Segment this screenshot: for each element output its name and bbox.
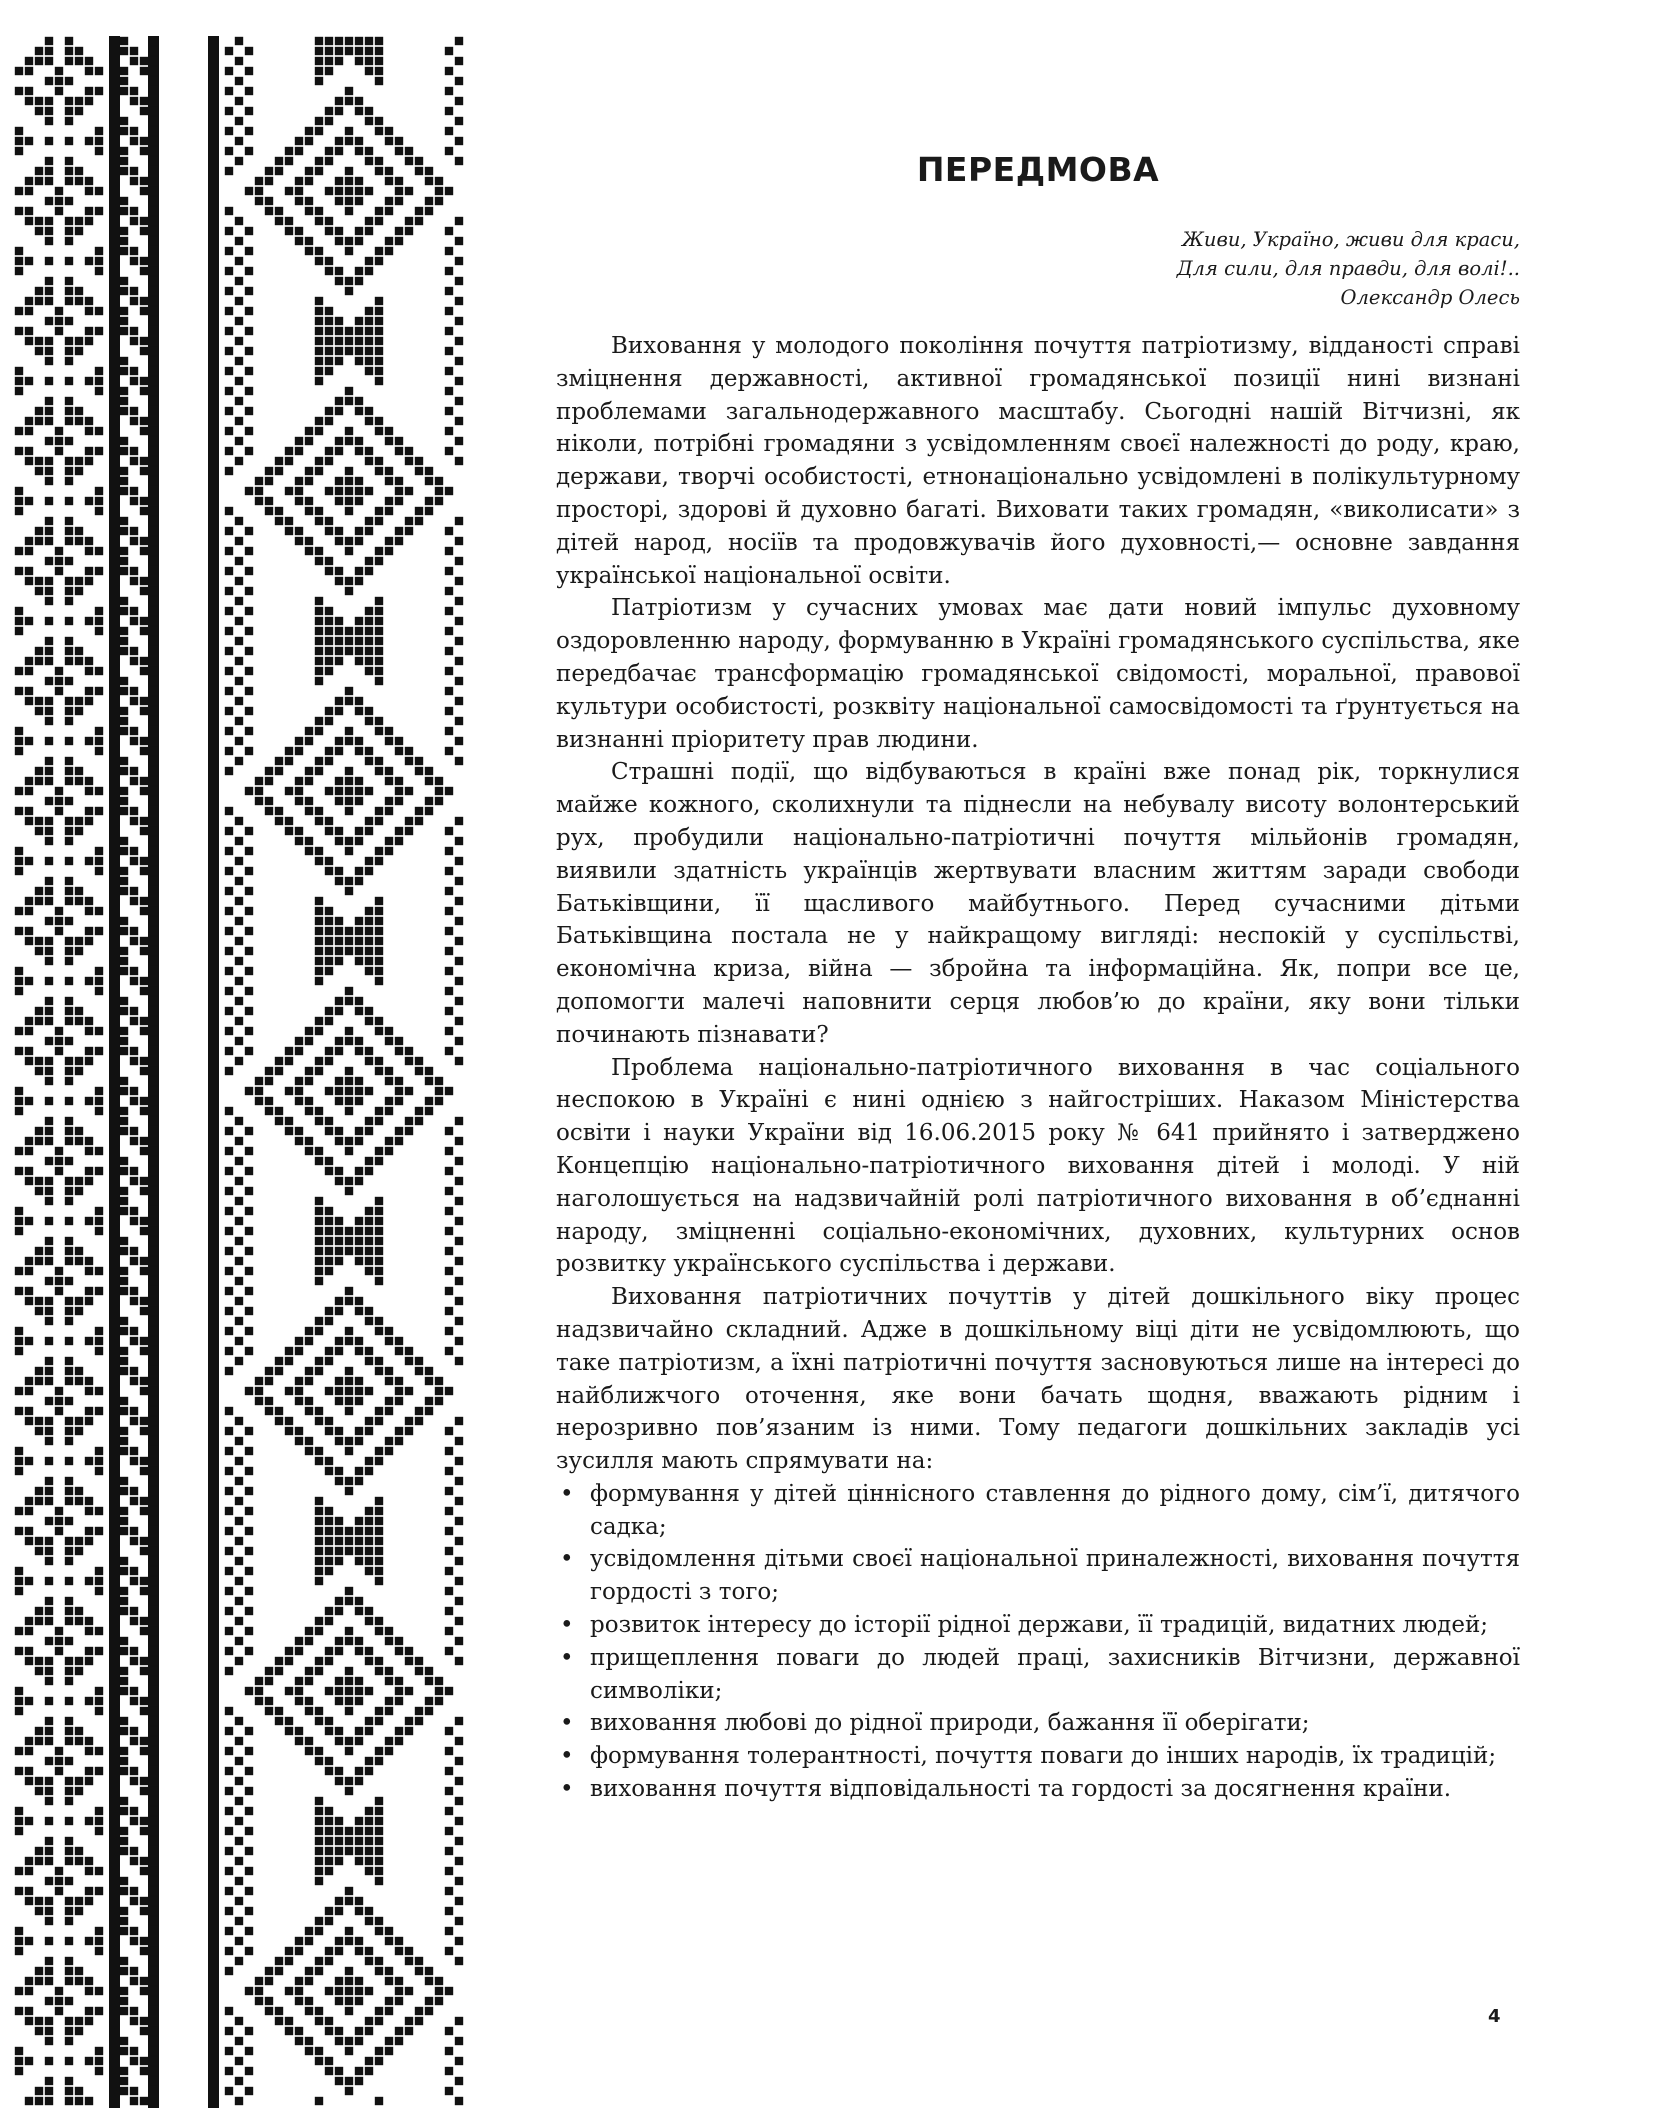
bullet-item: • виховання почуття відповідальності та гордості за досягнення країни. bbox=[556, 1773, 1520, 1806]
bullet-item: • виховання любові до рідної природи, бажання її оберігати; bbox=[556, 1707, 1520, 1740]
bullet-item: • усвідомлення дітьми своєї національної приналежності, виховання почуття гордості з того; bbox=[556, 1543, 1520, 1609]
page-number: 4 bbox=[1488, 2006, 1501, 2027]
embroidery-ornament-icon bbox=[14, 36, 464, 2108]
epigraph-author: Олександр Олесь bbox=[1340, 286, 1520, 309]
bullet-item: • формування толерантності, почуття поваги до інших народів, їх традицій; bbox=[556, 1740, 1520, 1773]
embroidery-ornament-border bbox=[14, 36, 464, 2108]
bullet-item: • формування у дітей ціннісного ставлення до рідного дому, сім’ї, дитячого садка; bbox=[556, 1478, 1520, 1544]
paragraph: Виховання у молодого покоління почуття патріотизму, відданості справі зміцнення державності, активної громадянської позиції нині визнані проблемами загальнодержавного масштабу. Сьогодні нашій Вітчизні, як ніколи, потрібні громадяни з усвідомленням своєї належності до роду, краю, держави, творчі особистості, етнонаціонально усвідомлені в полікультурному просторі, здорові й духовно багаті. Виховати таких громадян, «виколисати» з дітей народ, носіїв та продовжувачів його духовності,— основне завдання української національної освіти. bbox=[556, 333, 1520, 589]
bullet-item: • розвиток інтересу до історії рідної держави, її традицій, видатних людей; bbox=[556, 1609, 1520, 1642]
epigraph-line: Живи, Україно, живи для краси, bbox=[1182, 228, 1520, 251]
paragraph: Патріотизм у сучасних умовах має дати новий імпульс духовному оздоровленню народу, формуванню в Україні громадянського суспільства, яке передбачає трансформацію громадянської свідомості, моральної, правової культури особистості, розквіту національної самосвідомості та ґрунтується на визнанні пріоритету прав людини. bbox=[556, 595, 1520, 753]
page-title: ПЕРЕДМОВА bbox=[916, 150, 1160, 189]
epigraph-line: Для сили, для правди, для волі!.. bbox=[1176, 257, 1520, 280]
paragraph: Виховання патріотичних почуттів у дітей дошкільного віку процес надзвичайно складний. Адже в дошкільному віці діти не усвідомлюють, що таке патріотизм, а їхні патріотичні почуття засновуються лише на інтересі до найближчого оточення, яке вони бачать щодня, вважають рідним і нерозривно пов’язаним із ними. Тому педагоги дошкільних закладів усі зусилля мають спрямувати на: bbox=[556, 1284, 1520, 1475]
paragraph: Страшні події, що відбуваються в країні вже понад рік, торкнулися майже кожного, сколихнули та піднесли на небувалу висоту волонтерський рух, пробудили національно-патріотичні почуття мільйонів громадян, виявили здатність українців жертвувати власним життям заради свободи Батьківщини, її щасливого майбутнього. Перед сучасними дітьми Батьківщина постала не у найкращому вигляді: неспокій у суспільстві, економічна криза, війна — збройна та інформаційна. Як, попри все це, допомогти малечі наповнити серця любов’ю до країни, яку вони тільки починають пізнавати? bbox=[556, 759, 1520, 1048]
epigraph bbox=[556, 225, 1520, 312]
paragraph: Проблема національно-патріотичного виховання в час соціального неспокою в Україні є нині однією з найгостріших. Наказом Міністерства освіти і науки України від 16.06.2015 року № 641 прийнято і затверджено Концепцію національно-патріотичного виховання дітей і молоді. У ній наголошується на надзвичайній ролі патріотичного виховання в об’єднанні народу, зміцненні соціально-економічних, духовних, культурних основ розвитку українського суспільства і держави. bbox=[556, 1054, 1520, 1278]
bullet-item: • прищеплення поваги до людей праці, захисників Вітчизни, державної символіки; bbox=[556, 1642, 1520, 1708]
page-content bbox=[556, 150, 1520, 1806]
body-text bbox=[556, 330, 1520, 1806]
bullet-list bbox=[556, 1478, 1520, 1806]
